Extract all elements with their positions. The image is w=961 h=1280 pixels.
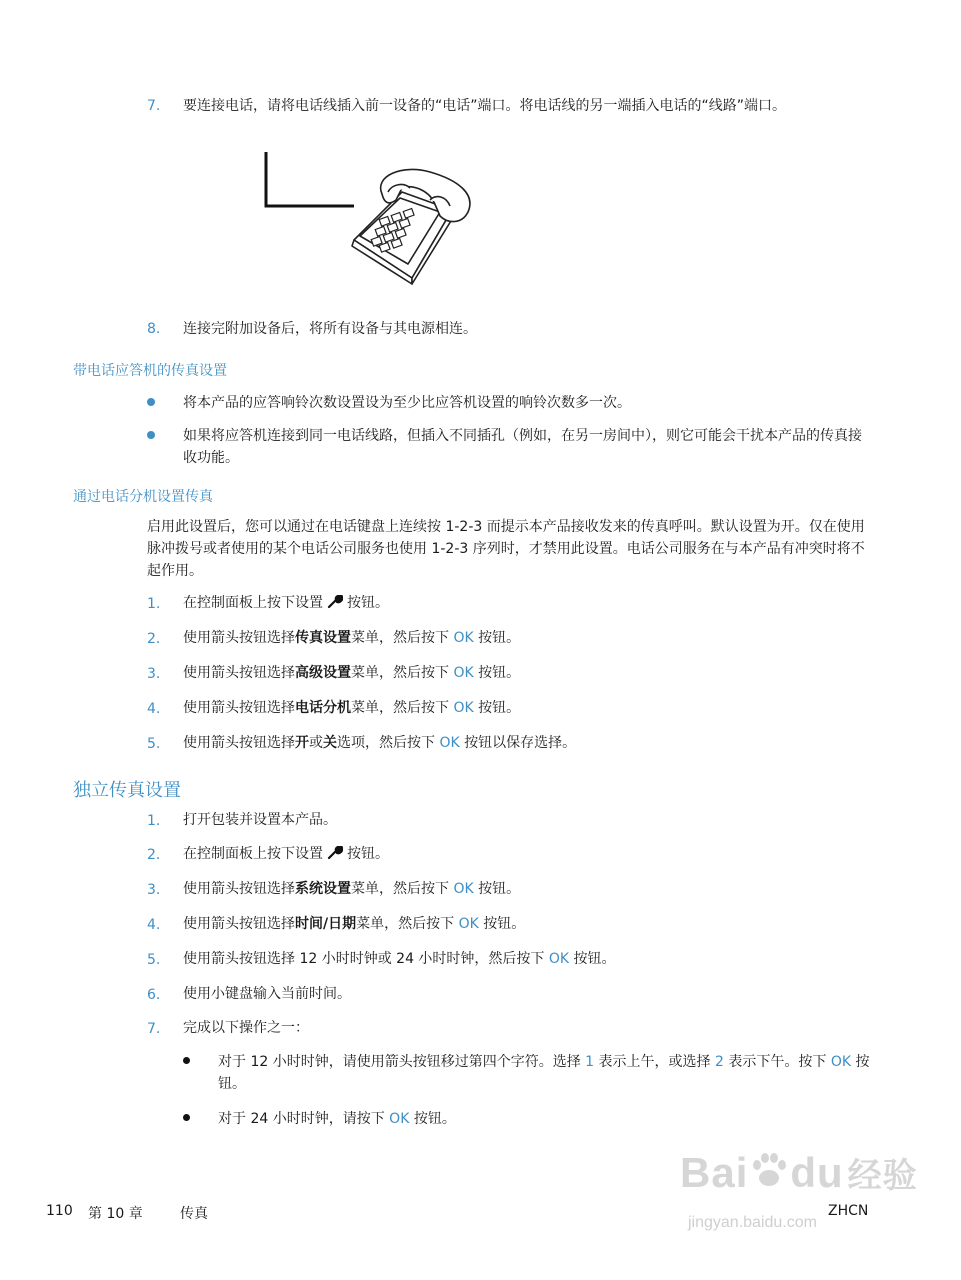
watermark-url: jingyan.baidu.com [688, 1214, 817, 1231]
ok-label: OK [830, 1054, 852, 1070]
step-number: 8. [147, 321, 161, 337]
step-text: 使用箭头按钮选择系统设置菜单，然后按下 OK 按钮。 [183, 881, 521, 897]
ok-label: OK [389, 1111, 410, 1127]
section-heading: 独立传真设置 [73, 780, 181, 801]
bullet-text: 对于 24 小时时钟，请按下 OK 按钮。 [218, 1111, 456, 1127]
paw-icon [748, 1149, 790, 1191]
step-text: 在控制面板上按下设置 按钮。 [183, 846, 389, 862]
section-heading: 通过电话分机设置传真 [73, 489, 213, 505]
step-number: 5. [147, 952, 161, 968]
ok-label: OK [458, 916, 479, 932]
bullet-text: 将本产品的应答响铃次数设置设为至少比应答机设置的响铃次数多一次。 [183, 395, 631, 411]
step-text: 使用箭头按钮选择电话分机菜单，然后按下 OK 按钮。 [183, 700, 521, 716]
telephone-illustration [262, 150, 477, 290]
step-text: 要连接电话，请将电话线插入前一设备的“电话”端口。将电话线的另一端插入电话的“线路”端口。 [183, 98, 787, 114]
step-number: 5. [147, 736, 161, 752]
step-number: 6. [147, 987, 161, 1003]
ok-label: OK [453, 665, 474, 681]
step-number: 7. [147, 1021, 161, 1037]
step-text: 打开包装并设置本产品。 [183, 812, 337, 828]
step-text: 使用箭头按钮选择高级设置菜单，然后按下 OK 按钮。 [183, 665, 521, 681]
step-number: 3. [147, 882, 161, 898]
bullet-icon [147, 431, 155, 439]
ok-label: OK [453, 881, 474, 897]
bullet-icon [183, 1114, 190, 1121]
step-text: 使用箭头按钮选择传真设置菜单，然后按下 OK 按钮。 [183, 630, 521, 646]
step-text: 使用箭头按钮选择 12 小时时钟或 24 小时时钟，然后按下 OK 按钮。 [183, 951, 616, 967]
wrench-icon [327, 846, 343, 860]
baidu-watermark: Bai du 经验 [680, 1149, 918, 1196]
ok-label: OK [453, 630, 474, 646]
page-number: 110 [46, 1203, 73, 1219]
step-text: 使用箭头按钮选择时间/日期菜单，然后按下 OK 按钮。 [183, 916, 526, 932]
step-text: 使用小键盘输入当前时间。 [183, 986, 351, 1002]
locale-code: ZHCN [828, 1203, 869, 1219]
step-text: 完成以下操作之一： [183, 1020, 309, 1036]
step-number: 4. [147, 917, 161, 933]
chapter-title: 传真 [180, 1206, 208, 1222]
step-number: 3. [147, 666, 161, 682]
ok-label: OK [439, 735, 460, 751]
chapter-label: 第 10 章 [88, 1206, 143, 1222]
bullet-icon [183, 1057, 190, 1064]
bullet-text: 对于 12 小时时钟，请使用箭头按钮移过第四个字符。选择 1 表示上午，或选择 2 表示下午。按下 OK 按钮。 [218, 1054, 870, 1092]
wrench-icon [327, 595, 343, 609]
step-number: 1. [147, 596, 161, 612]
step-text: 使用箭头按钮选择开或关选项，然后按下 OK 按钮以保存选择。 [183, 735, 577, 751]
bullet-icon [147, 398, 155, 406]
intro-paragraph: 启用此设置后，您可以通过在电话键盘上连续按 1-2-3 而提示本产品接收发来的传真呼叫。默认设置为开。仅在使用脉冲拨号或者使用的某个电话公司服务也使用 1-2-3 序列时，才禁用此设置。电话公司服务在与本产品有冲突时将不起作用。 [147, 519, 865, 579]
step-number: 7. [147, 98, 161, 114]
section-heading: 带电话应答机的传真设置 [73, 363, 227, 379]
step-number: 4. [147, 701, 161, 717]
step-number: 2. [147, 631, 161, 647]
step-number: 2. [147, 847, 161, 863]
ok-label: OK [548, 951, 570, 967]
step-text: 在控制面板上按下设置 按钮。 [183, 595, 389, 611]
ok-label: OK [453, 700, 474, 716]
step-text: 连接完附加设备后，将所有设备与其电源相连。 [183, 321, 477, 337]
step-number: 1. [147, 813, 161, 829]
bullet-text: 如果将应答机连接到同一电话线路，但插入不同插孔（例如，在另一房间中），则它可能会干扰本产品的传真接收功能。 [183, 428, 862, 466]
